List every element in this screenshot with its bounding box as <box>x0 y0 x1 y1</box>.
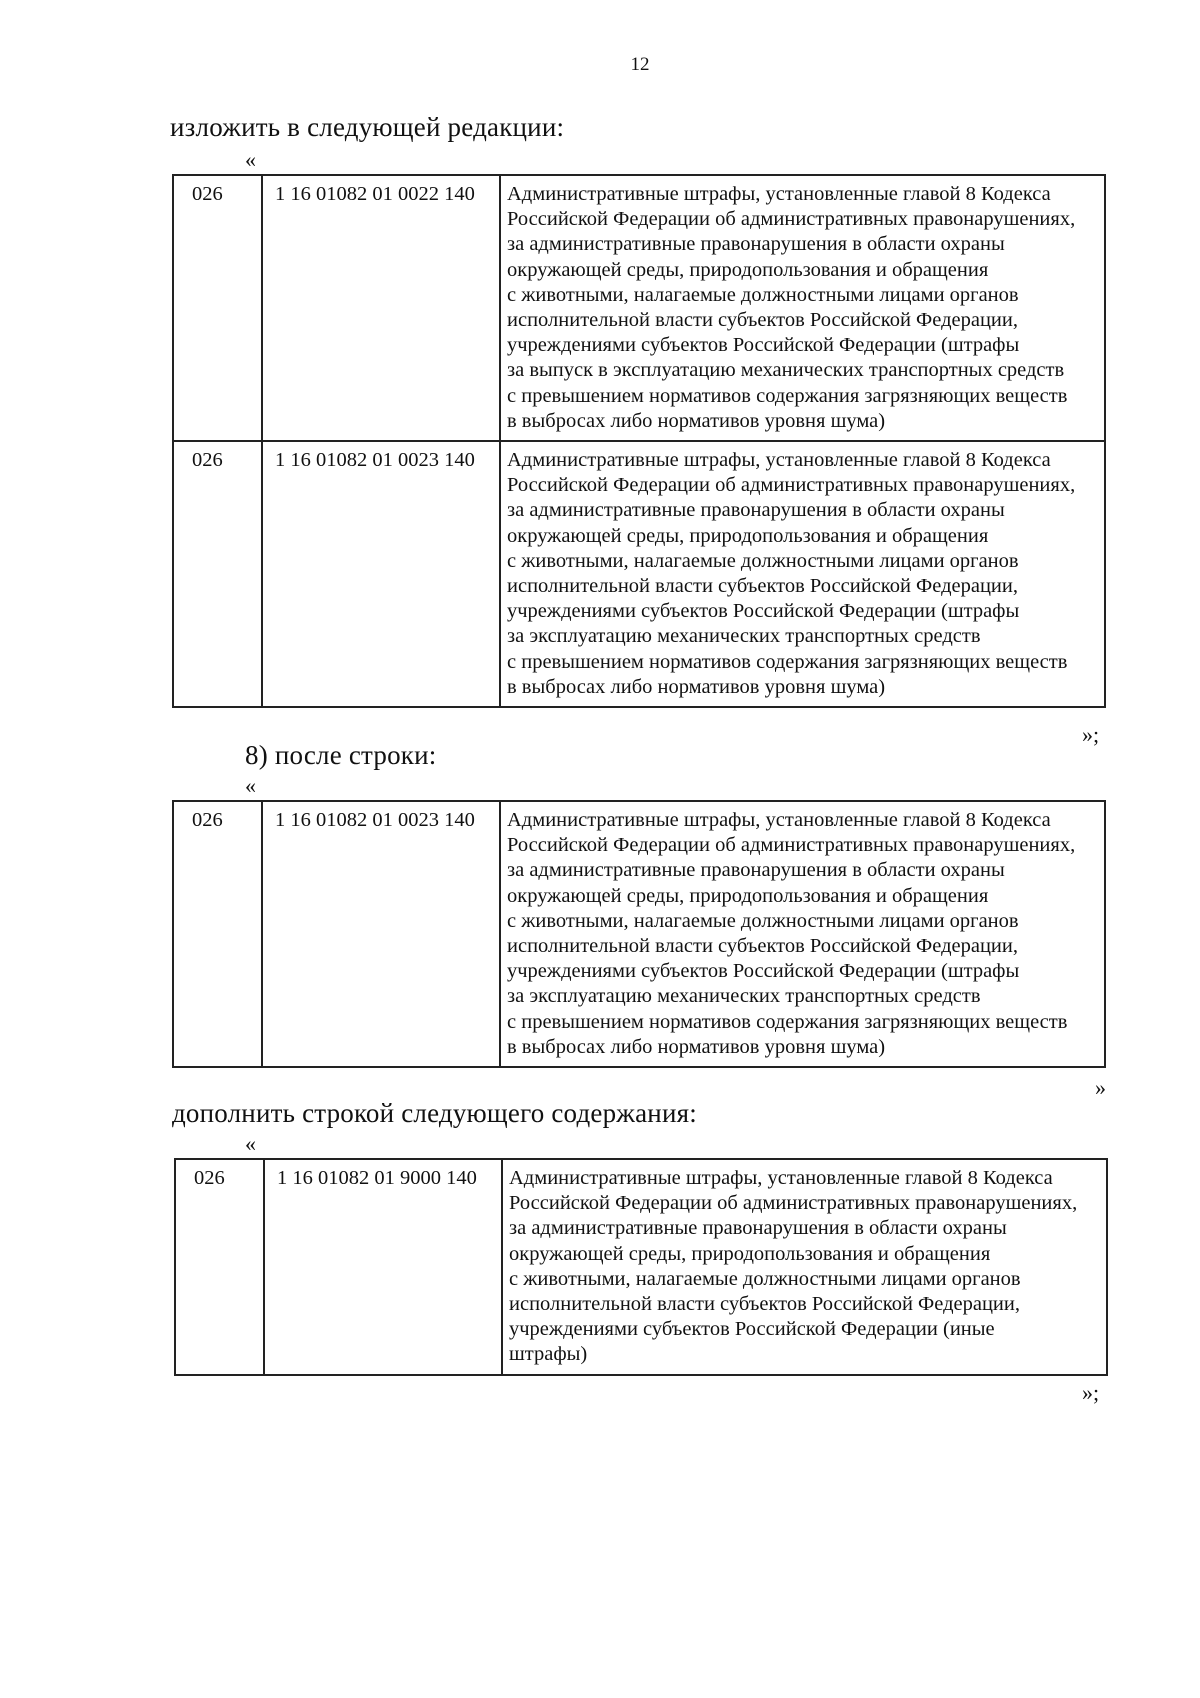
section-intro: дополнить строкой следующего содержания: <box>172 1098 697 1128</box>
description-line: Российской Федерации об административных правонарушениях, <box>509 1192 1078 1215</box>
description-line: за административные правонарушения в области охраны <box>507 859 1005 882</box>
budget-code-table <box>172 174 1106 708</box>
close-quote: » <box>1095 1075 1106 1100</box>
description-line: Административные штрафы, установленные главой 8 Кодекса <box>509 1167 1053 1189</box>
description-line: исполнительной власти субъектов Российской Федерации, <box>507 935 1018 958</box>
table-row <box>173 441 1105 707</box>
description-line: с превышением нормативов содержания загрязняющих веществ <box>507 650 1068 673</box>
description-line: Российской Федерации об административных правонарушениях, <box>507 208 1076 231</box>
description-line: с животными, налагаемые должностными лицами органов <box>507 549 1019 572</box>
description-line: с превышением нормативов содержания загрязняющих веществ <box>507 384 1068 407</box>
description-line: с животными, налагаемые должностными лицами органов <box>507 283 1019 306</box>
close-quote: »; <box>1082 1380 1100 1405</box>
admin-code-cell: 026 <box>173 801 262 1067</box>
budget-code-table <box>172 800 1106 1068</box>
admin-code-cell: 026 <box>173 175 262 441</box>
description-line: исполнительной власти субъектов Российской Федерации, <box>507 309 1018 332</box>
admin-code-cell: 026 <box>173 441 262 707</box>
table-row <box>173 175 1105 441</box>
description-line: исполнительной власти субъектов Российской Федерации, <box>509 1293 1020 1316</box>
description-line: Российской Федерации об административных правонарушениях, <box>507 474 1076 497</box>
description-line: за административные правонарушения в области охраны <box>509 1217 1007 1240</box>
description-line: в выбросах либо нормативов уровня шума) <box>507 1035 886 1058</box>
open-quote: « <box>245 1131 256 1156</box>
admin-code-cell: 026 <box>175 1159 264 1375</box>
description-line: Административные штрафы, установленные главой 8 Кодекса <box>507 183 1051 205</box>
description-line: за эксплуатацию механических транспортных средств <box>507 625 981 648</box>
budget-code-table <box>174 1158 1108 1376</box>
table-row <box>175 1159 1107 1375</box>
description-line: учреждениями субъектов Российской Федерации (иные <box>509 1318 995 1341</box>
description-cell <box>502 1159 1107 1375</box>
budget-code-cell: 1 16 01082 01 0023 140 <box>262 801 500 1067</box>
description-line: в выбросах либо нормативов уровня шума) <box>507 675 886 698</box>
description-line: исполнительной власти субъектов Российской Федерации, <box>507 575 1018 598</box>
description-line: окружающей среды, природопользования и обращения <box>507 524 989 547</box>
description-line: за эксплуатацию механических транспортных средств <box>507 985 981 1008</box>
description-cell <box>500 441 1105 707</box>
description-line: с превышением нормативов содержания загрязняющих веществ <box>507 1010 1068 1033</box>
description-line: за выпуск в эксплуатацию механических транспортных средств <box>507 359 1065 382</box>
description-line: в выбросах либо нормативов уровня шума) <box>507 409 886 432</box>
table-row <box>173 801 1105 1067</box>
description-cell <box>500 801 1105 1067</box>
section-intro: 8) после строки: <box>245 740 437 770</box>
page-number: 12 <box>630 54 650 75</box>
description-line: учреждениями субъектов Российской Федерации (штрафы <box>507 334 1020 357</box>
description-line: за административные правонарушения в области охраны <box>507 499 1005 522</box>
budget-code-cell: 1 16 01082 01 9000 140 <box>264 1159 502 1375</box>
close-quote: »; <box>1082 722 1100 747</box>
budget-code-cell: 1 16 01082 01 0023 140 <box>262 441 500 707</box>
description-line: Российской Федерации об административных правонарушениях, <box>507 834 1076 857</box>
open-quote: « <box>245 773 256 798</box>
description-line: учреждениями субъектов Российской Федерации (штрафы <box>507 600 1020 623</box>
description-line: с животными, налагаемые должностными лицами органов <box>509 1267 1021 1290</box>
description-line: за административные правонарушения в области охраны <box>507 233 1005 256</box>
description-line: окружающей среды, природопользования и обращения <box>507 258 989 281</box>
description-line: с животными, налагаемые должностными лицами органов <box>507 909 1019 932</box>
section-intro: изложить в следующей редакции: <box>170 112 565 142</box>
description-line: Административные штрафы, установленные главой 8 Кодекса <box>507 449 1051 472</box>
description-cell <box>500 175 1105 441</box>
description-line: штрафы) <box>509 1343 588 1366</box>
description-line: учреждениями субъектов Российской Федерации (штрафы <box>507 960 1020 983</box>
description-line: окружающей среды, природопользования и обращения <box>509 1242 991 1265</box>
description-line: окружающей среды, природопользования и обращения <box>507 884 989 907</box>
open-quote: « <box>245 147 256 172</box>
budget-code-cell: 1 16 01082 01 0022 140 <box>262 175 500 441</box>
description-line: Административные штрафы, установленные главой 8 Кодекса <box>507 809 1051 831</box>
